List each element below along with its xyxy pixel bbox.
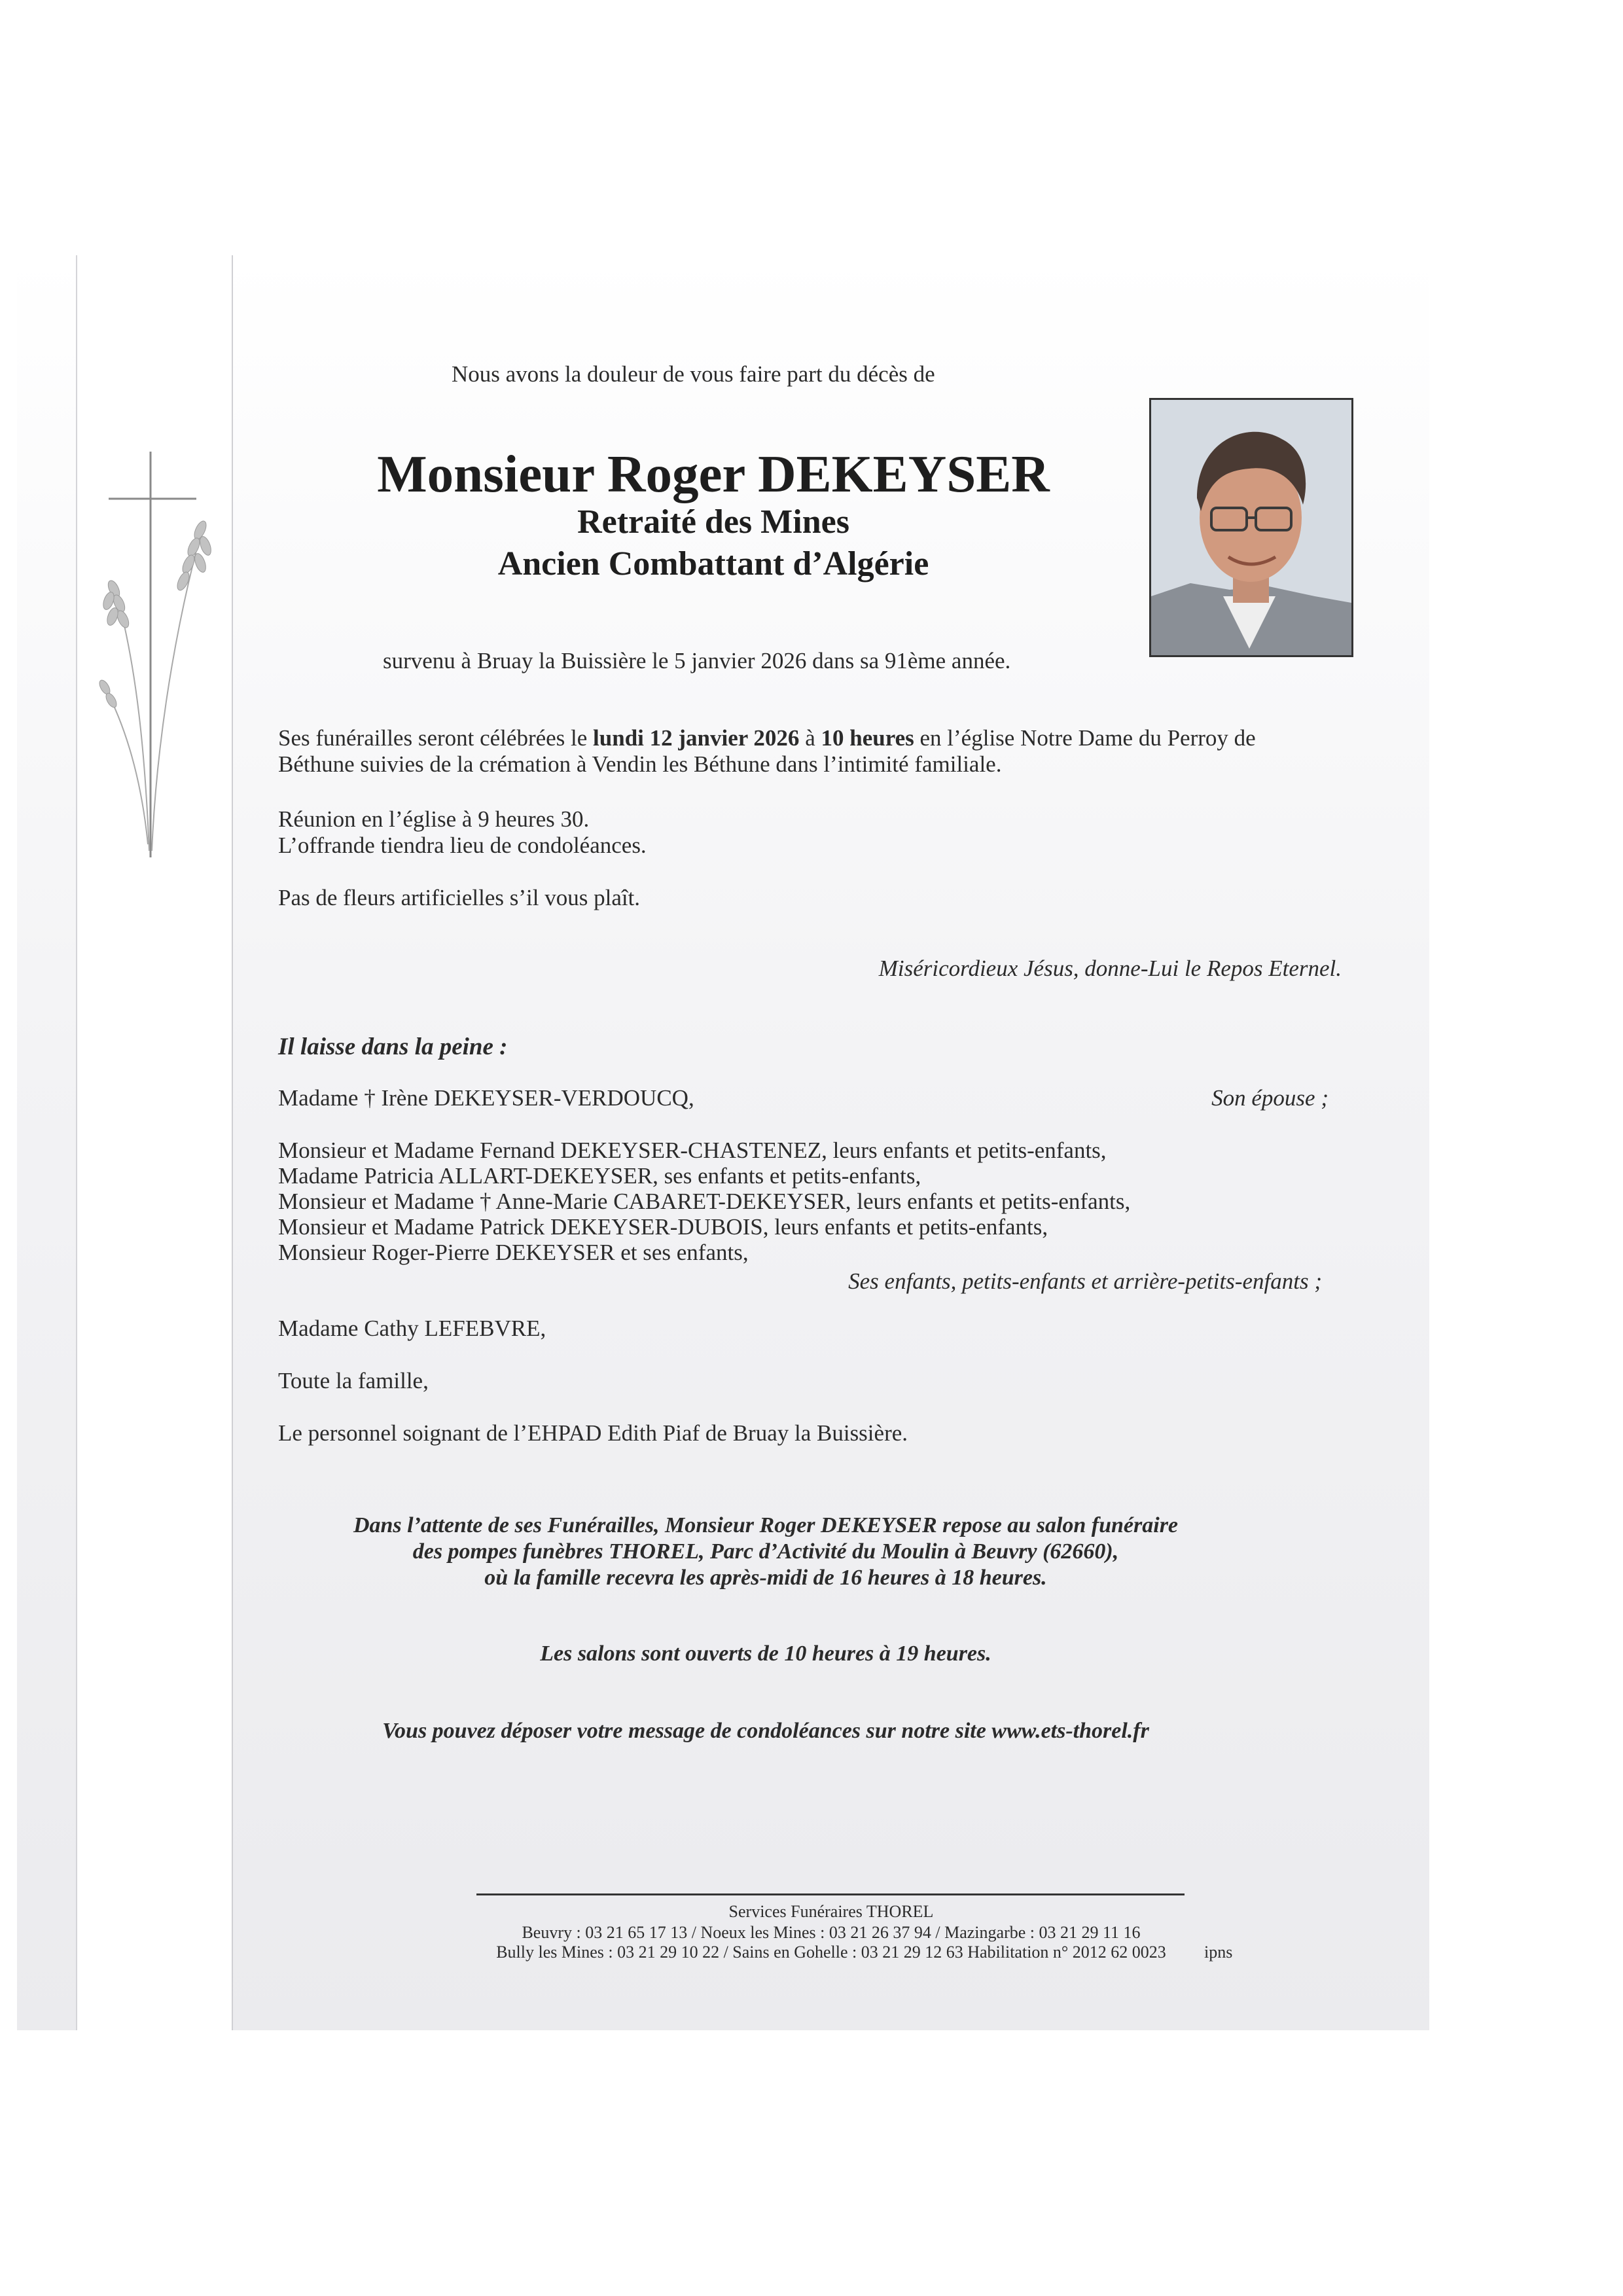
salon-hours: Les salons sont ouverts de 10 heures à 19 heures. (540, 1641, 991, 1666)
family-other-2: Toute la famille, (278, 1368, 429, 1393)
intro-text: Nous avons la douleur de vous faire part du décès de (452, 361, 935, 387)
condolence-website: Vous pouvez déposer votre message de condoléances sur notre site www.ets-thorel.fr (382, 1719, 1149, 1743)
family-other-1: Madame Cathy LEFEBVRE, (278, 1316, 546, 1341)
footer-phones-1: Beuvry : 03 21 65 17 13 / Noeux les Mines : 03 21 26 37 94 / Mazingarbe : 03 21 29 11 16 (522, 1923, 1141, 1942)
spouse-name: Madame † Irène DEKEYSER-VERDOUCQ, (278, 1085, 694, 1111)
prayer-text: Miséricordieux Jésus, donne-Lui le Repos Eternel. (878, 956, 1342, 981)
funeral-time: 10 heures (821, 725, 914, 751)
salon-line-1: Dans l’attente de ses Funérailles, Monsieur Roger DEKEYSER repose au salon funéraire (353, 1513, 1179, 1537)
family-member: Monsieur Roger-Pierre DEKEYSER et ses enfants, (278, 1240, 749, 1265)
family-other-3: Le personnel soignant de l’EHPAD Edith Piaf de Bruay la Buissière. (278, 1420, 908, 1446)
reunion-text: Réunion en l’église à 9 heures 30. (278, 806, 590, 832)
deceased-title-1: Retraité des Mines (577, 503, 849, 541)
death-announcement: survenu à Bruay la Buissière le 5 janvier 2026 dans sa 91ème année. (383, 648, 1011, 673)
deceased-name: Monsieur Roger DEKEYSER (377, 444, 1050, 503)
footer-divider (476, 1893, 1185, 1895)
funeral-date: lundi 12 janvier 2026 (593, 725, 800, 751)
funeral-line-2: Béthune suivies de la crémation à Vendin les Béthune dans l’intimité familiale. (278, 751, 1002, 777)
funeral-line-1: Ses funérailles seront célébrées le lundi 12 janvier 2026 à 10 heures en l’église Notre Dame du Perroy de (278, 725, 1256, 751)
salon-line-2: des pompes funèbres THOREL, Parc d’Activité du Moulin à Beuvry (62660), (412, 1539, 1119, 1564)
salon-line-3: où la famille recevra les après-midi de 16 heures à 18 heures. (484, 1566, 1047, 1590)
family-member: Monsieur et Madame Fernand DEKEYSER-CHASTENEZ, leurs enfants et petits-enfants, (278, 1138, 1107, 1163)
family-member: Monsieur et Madame Patrick DEKEYSER-DUBOIS, leurs enfants et petits-enfants, (278, 1214, 1048, 1240)
flowers-text: Pas de fleurs artificielles s’il vous plaît. (278, 885, 641, 910)
family-heading: Il laisse dans la peine : (278, 1033, 508, 1060)
footer-tag: ipns (1204, 1943, 1233, 1962)
portrait-photo (1149, 398, 1353, 657)
footer-company: Services Funéraires THOREL (728, 1902, 934, 1921)
footer-phones-2: Bully les Mines : 03 21 29 10 22 / Sains en Gohelle : 03 21 29 12 63 Habilitation n° 2012 62 0023 (496, 1943, 1166, 1962)
children-role: Ses enfants, petits-enfants et arrière-petits-enfants ; (848, 1268, 1322, 1294)
deceased-title-2: Ancien Combattant d’Algérie (497, 545, 929, 583)
offrande-text: L’offrande tiendra lieu de condoléances. (278, 833, 647, 858)
family-member: Madame Patricia ALLART-DEKEYSER, ses enfants et petits-enfants, (278, 1163, 921, 1189)
family-member: Monsieur et Madame † Anne-Marie CABARET-DEKEYSER, leurs enfants et petits-enfants, (278, 1189, 1131, 1214)
spouse-role: Son épouse ; (1211, 1085, 1329, 1111)
